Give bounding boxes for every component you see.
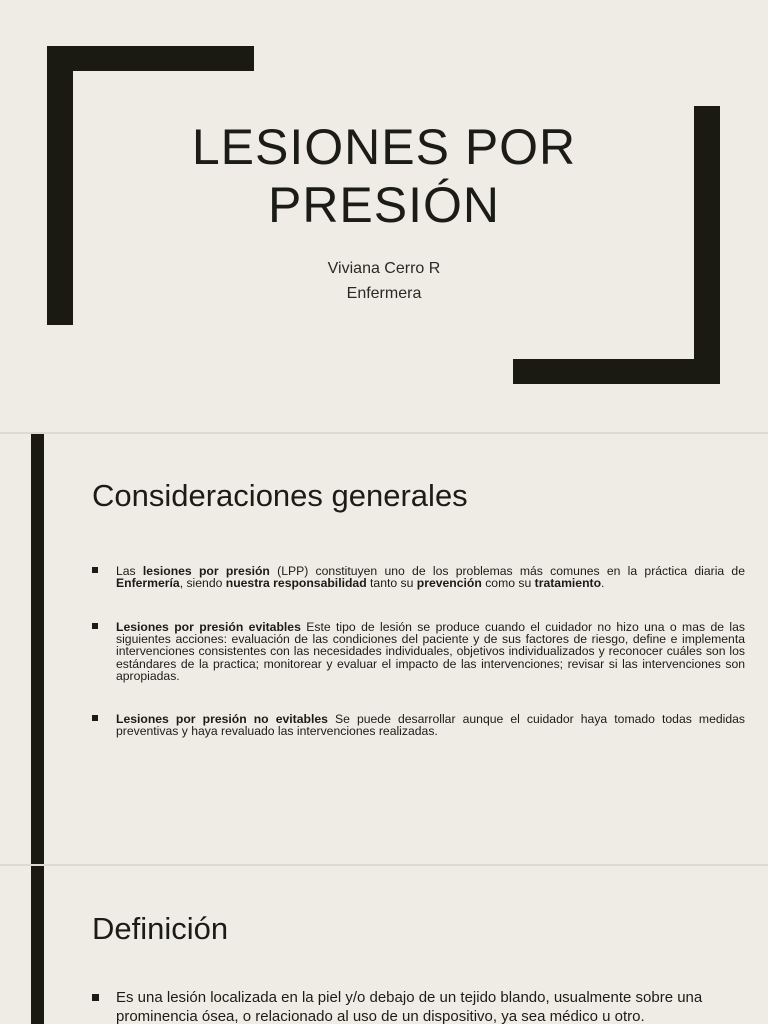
bullet-bold-text: Lesiones por presión evitables (116, 620, 301, 634)
bullet-square-icon (92, 994, 99, 1001)
bullet-square-icon (92, 715, 98, 721)
left-accent-bar (31, 434, 44, 864)
bullet-item-unavoidable (92, 713, 745, 737)
bullet-bold-text: tratamiento (534, 576, 602, 591)
slide-heading: Consideraciones generales (92, 478, 468, 513)
bullet-bold-text: Lesiones por presión no evitables (116, 712, 328, 726)
bullet-text: como su (481, 576, 535, 591)
bottom-right-frame-horizontal (513, 359, 720, 384)
bullet-square-icon (92, 567, 98, 573)
bullet-text: (LPP) constituyen uno de los problemas más comunes en la práctica diaria de (269, 564, 745, 578)
left-accent-bar (31, 866, 44, 1024)
author-name: Viviana Cerro R (327, 260, 441, 277)
bullet-text: . (601, 576, 605, 591)
author-role: Enfermera (346, 285, 422, 302)
slide-title-line1: LESIONES POR (191, 119, 577, 175)
slide-heading: Definición (92, 911, 229, 946)
bullet-bold-text: prevención (416, 576, 482, 591)
bullet-item-avoidable (92, 621, 745, 682)
considerations-slide (0, 434, 768, 864)
bullet-square-icon (92, 623, 98, 629)
bullet-list (92, 434, 746, 864)
definition-slide (0, 866, 768, 1024)
top-left-frame-horizontal (47, 46, 254, 71)
title-slide (0, 0, 768, 432)
bullet-bold-text: lesiones por presión (142, 564, 270, 578)
bullet-bold-text: nuestra responsabilidad (225, 576, 367, 591)
bullet-text: tanto su (366, 576, 417, 591)
bullet-text: , siendo (179, 576, 226, 591)
bullet-text: Las (116, 564, 143, 578)
slide-title (0, 118, 768, 234)
slide-subtitle (0, 256, 768, 306)
bullet-text: Es una lesión localizada en la piel y/o debajo de un tejido blando, usualmente sobre una prominencia ósea, o relacionado al uso de un dispositivo, ya sea médico u otro. (116, 989, 703, 1024)
bullet-text: Se puede desarrollar aunque el cuidador haya tomado todas medidas preventivas y haya revaluado las intervenciones realizadas. (116, 712, 745, 739)
slide-title-line2: PRESIÓN (267, 177, 501, 233)
bullet-item-lpp (92, 565, 745, 589)
bullet-text: Este tipo de lesión se produce cuando el cuidador no hizo una o mas de las siguientes acciones: evaluación de las condiciones del paciente y de sus factores de riesgo, define e implementa intervenciones consistentes con las necesidades individuales, objetivos individualizados y reconocer cuáles son los estándares de la practica; monitorear y evaluar el impacto de las intervenciones; revisar si las intervenciones son apropiadas. (116, 620, 746, 683)
bullet-bold-text: Enfermería (116, 576, 180, 591)
bullet-item-definition (92, 988, 716, 1024)
